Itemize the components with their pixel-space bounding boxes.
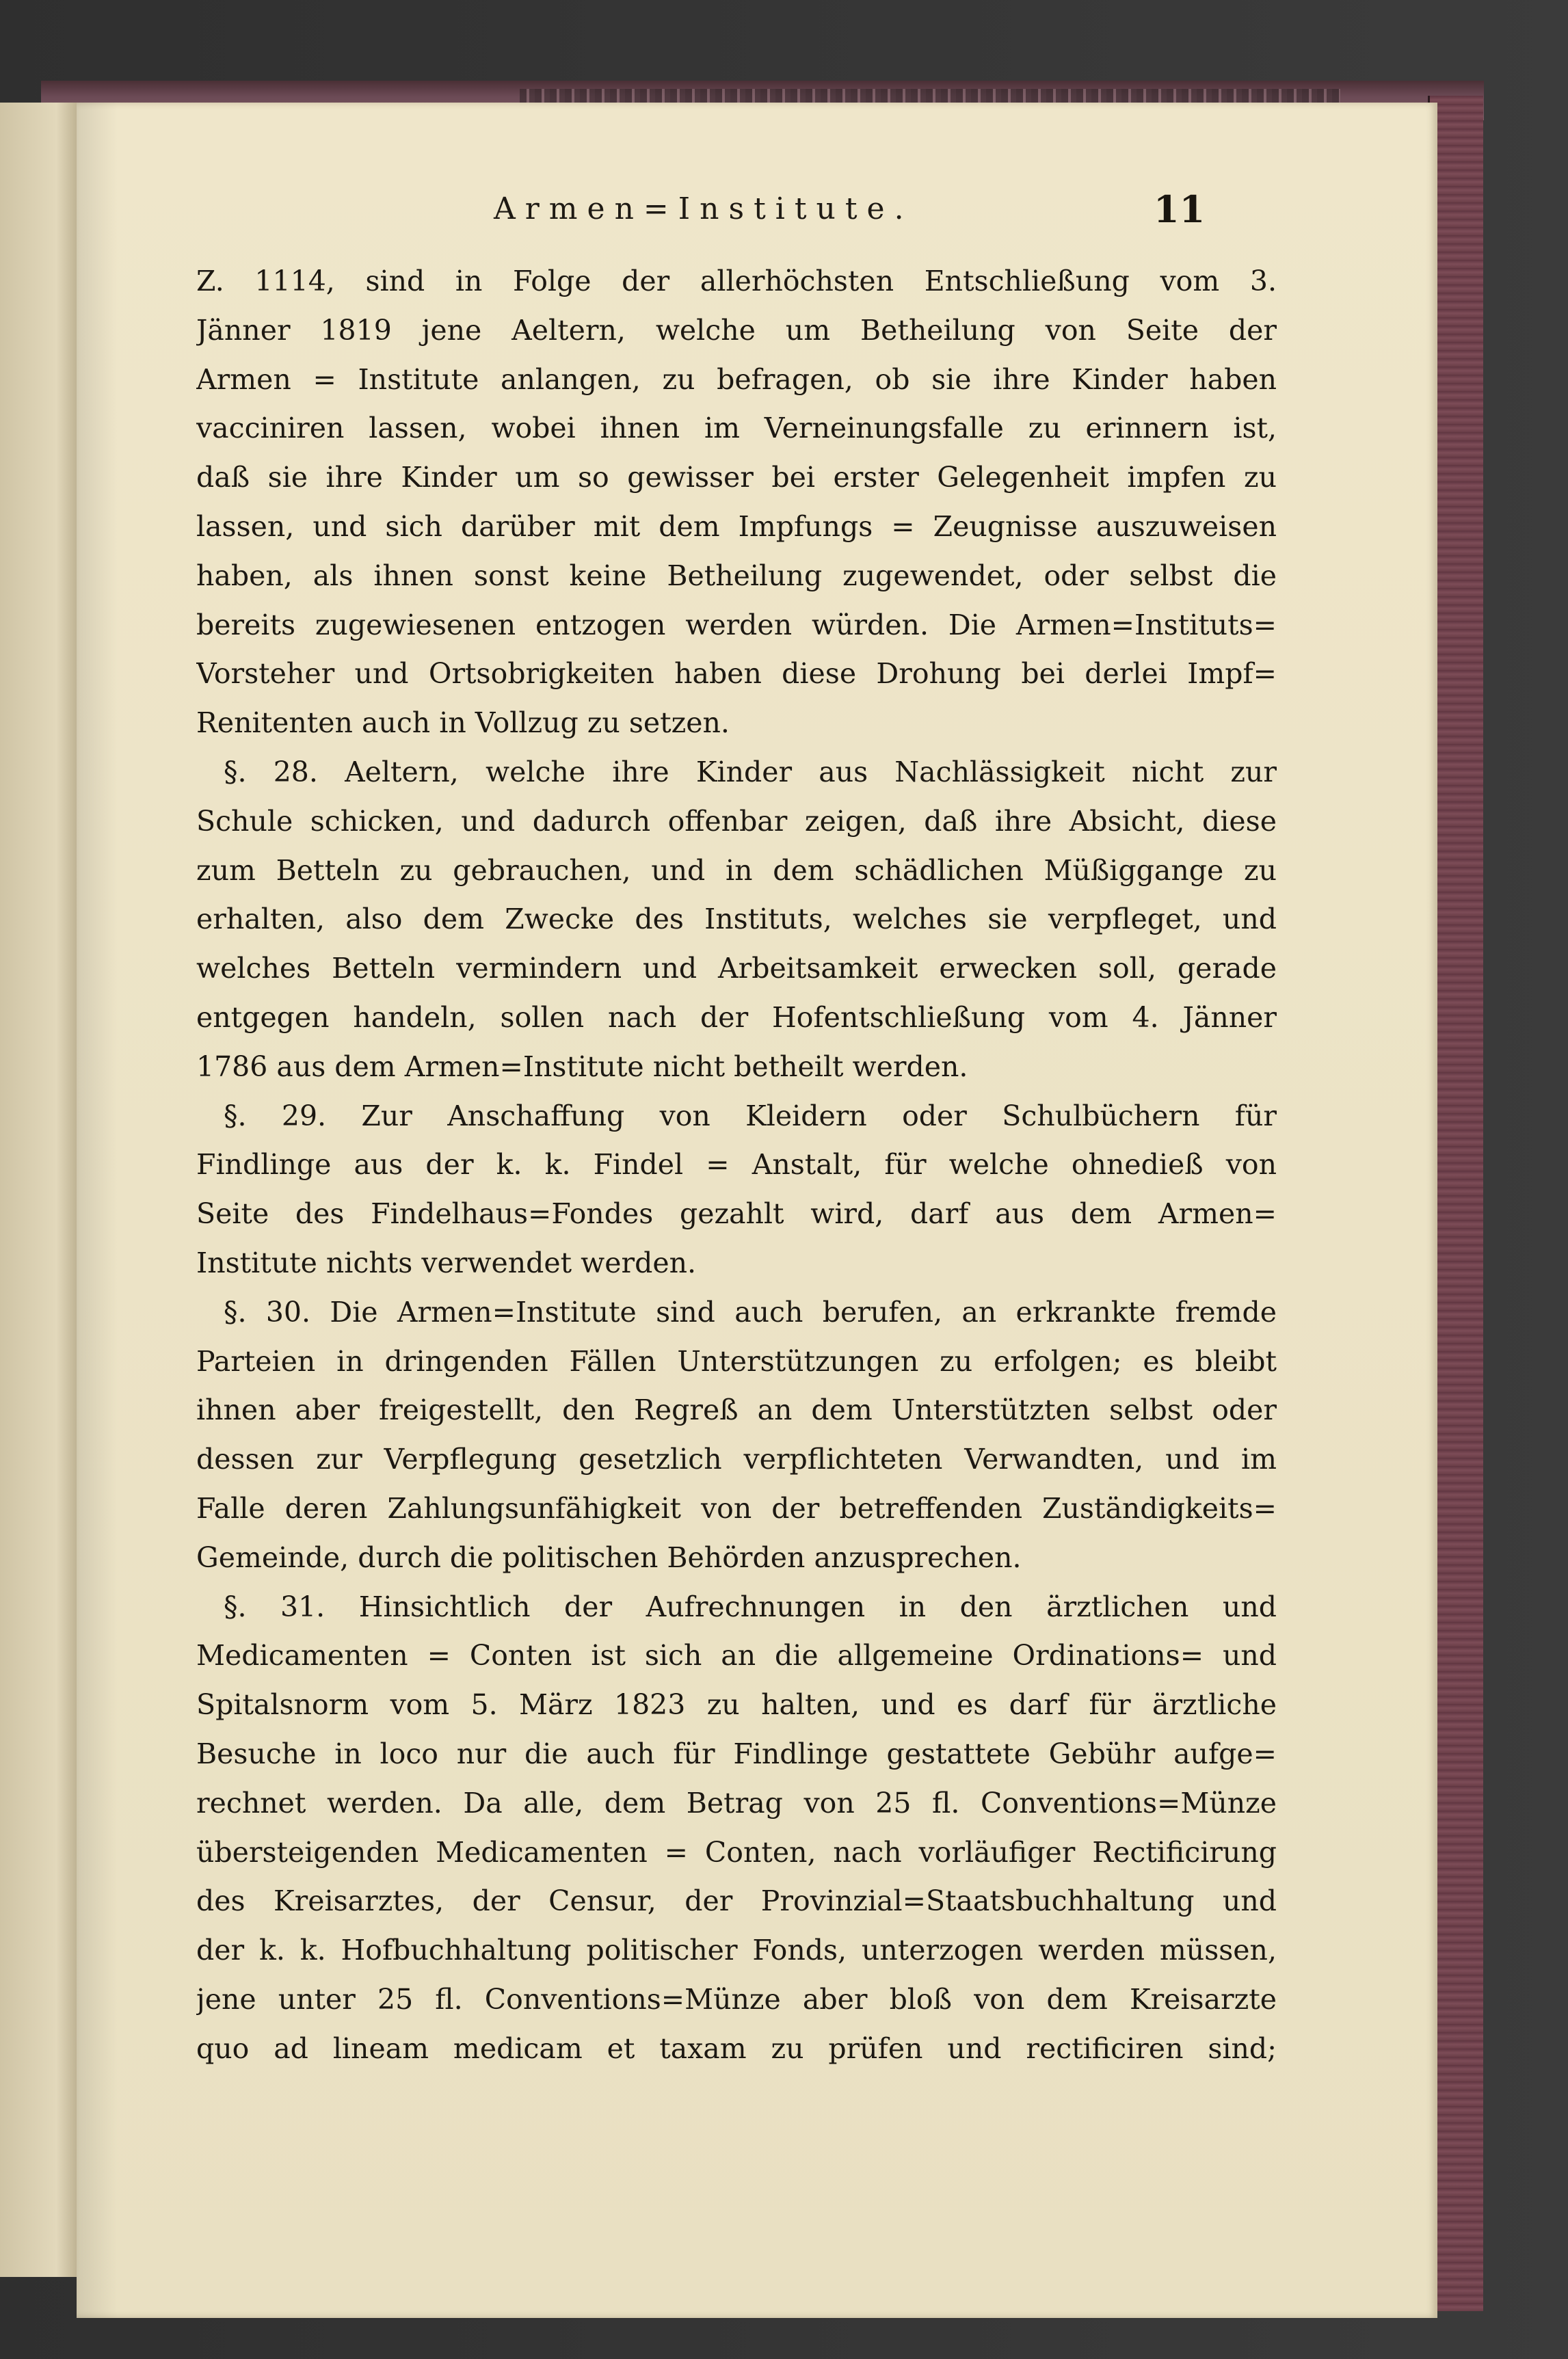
text-line: lassen, und sich darüber mit dem Impfungs = Zeugnisse auszuweisen [196, 509, 1277, 543]
running-head-title: Armen=Institute. [494, 191, 914, 226]
text-line: §. 29. Zur Anschaffung von Kleidern oder Schulbüchern für [224, 1099, 1277, 1132]
text-line: Besuche in loco nur die auch für Findlinge gestattete Gebühr aufge= [196, 1737, 1277, 1770]
text-line: welches Betteln vermindern und Arbeitsamkeit erwecken soll, gerade [196, 952, 1277, 985]
text-line: ihnen aber freigestellt, den Regreß an dem Unterstützten selbst oder [196, 1394, 1277, 1427]
running-head [77, 187, 1437, 246]
text-line: §. 28. Aeltern, welche ihre Kinder aus Nachlässigkeit nicht zur [224, 755, 1277, 788]
text-line: Jänner 1819 jene Aeltern, welche um Betheilung von Seite der [196, 313, 1277, 347]
text-line: zum Betteln zu gebrauchen, und in dem schädlichen Müßiggange zu [196, 853, 1277, 887]
text-line: Spitalsnorm vom 5. März 1823 zu halten, und es darf für ärztliche [196, 1688, 1277, 1722]
text-line: Renitenten auch in Vollzug zu setzen. [196, 706, 730, 740]
cover-gilt-border [520, 89, 1340, 104]
text-line: Medicamenten = Conten ist sich an die allgemeine Ordinations= und [196, 1639, 1277, 1672]
text-line: quo ad lineam medicam et taxam zu prüfen und rectificiren sind; [196, 2031, 1277, 2065]
text-line: haben, als ihnen sonst keine Betheilung zugewendet, oder selbst die [196, 559, 1277, 592]
book-page [77, 103, 1437, 2318]
text-line: rechnet werden. Da alle, dem Betrag von 25 fl. Conventions=Münze [196, 1786, 1277, 1820]
text-line: Parteien in dringenden Fällen Unterstützungen zu erfolgen; es bleibt [196, 1344, 1277, 1378]
text-line: Schule schicken, und dadurch offenbar zeigen, daß ihre Absicht, diese [196, 804, 1277, 838]
text-line: dessen zur Verpflegung gesetzlich verpflichteten Verwandten, und im [196, 1443, 1277, 1476]
text-line: bereits zugewiesenen entzogen werden würden. Die Armen=Instituts= [196, 608, 1277, 641]
facing-page-edge [0, 103, 81, 2277]
page-number: 11 [1154, 187, 1206, 231]
text-line: Findlinge aus der k. k. Findel = Anstalt, für welche ohnedieß von [196, 1148, 1277, 1182]
text-line: erhalten, also dem Zwecke des Instituts, welches sie verpfleget, und [196, 903, 1277, 936]
text-line: Vorsteher und Ortsobrigkeiten haben diese Drohung bei derlei Impf= [196, 657, 1277, 691]
text-line: Gemeinde, durch die politischen Behörden anzusprechen. [196, 1541, 1022, 1574]
text-line: Armen = Institute anlangen, zu befragen, ob sie ihre Kinder haben [196, 362, 1277, 396]
text-line: daß sie ihre Kinder um so gewisser bei erster Gelegenheit impfen zu [196, 461, 1277, 494]
text-line: §. 31. Hinsichtlich der Aufrechnungen in den ärztlichen und [224, 1590, 1277, 1623]
text-line: §. 30. Die Armen=Institute sind auch berufen, an erkrankte fremde [224, 1295, 1277, 1329]
text-line: Falle deren Zahlungsunfähigkeit von der betreffenden Zuständigkeits= [196, 1491, 1277, 1525]
text-line: Institute nichts verwendet werden. [196, 1246, 697, 1279]
text-line: Seite des Findelhaus=Fondes gezahlt wird, darf aus dem Armen= [196, 1197, 1277, 1231]
text-line: der k. k. Hofbuchhaltung politischer Fonds, unterzogen werden müssen, [196, 1934, 1277, 1967]
text-line: übersteigenden Medicamenten = Conten, nach vorläufiger Rectificirung [196, 1835, 1277, 1869]
text-line: jene unter 25 fl. Conventions=Münze aber bloß von dem Kreisarzte [196, 1982, 1277, 2016]
text-line: Z. 1114, sind in Folge der allerhöchsten Entschließung vom 3. [196, 265, 1277, 297]
text-line: des Kreisarztes, der Censur, der Provinzial=Staatsbuchhaltung und [196, 1884, 1277, 1918]
text-line: vacciniren lassen, wobei ihnen im Verneinungsfalle zu erinnern ist, [196, 412, 1277, 445]
body-text [196, 257, 1277, 2073]
text-line: entgegen handeln, sollen nach der Hofentschließung vom 4. Jänner [196, 1000, 1277, 1034]
text-line: 1786 aus dem Armen=Institute nicht betheilt werden. [196, 1050, 968, 1083]
